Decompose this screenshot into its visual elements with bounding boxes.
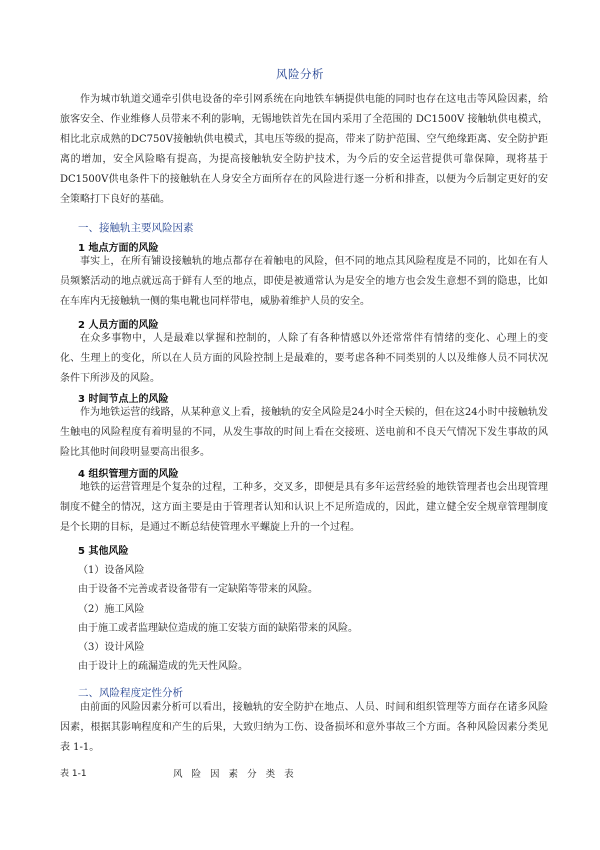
risk-time-heading: 3 时间节点上的风险 <box>78 394 169 405</box>
risk-management-text: 地铁的运营管理是个复杂的过程，工种多，交叉多，即便是具有多年运营经验的地铁管理者也会出现管理制度不健全的情况，这方面主要是由于管理者认知和认识上不足所造成的，因此，建立健全安全规章管理制度是个长期的目标，是通过不断总结使管理水平螺旋上升的一个过程。 <box>60 482 548 533</box>
risk-other-heading: 5 其他风险 <box>78 546 129 557</box>
section2-text: 由前面的风险因素分析可以看出，接触轨的安全防护在地点、人员、时间和组织管理等方面存在诸多风险因素，根据其影响程度和产生的后果，大致归纳为工伤、设备损坏和意外事故三个方面。各种风险因素分类见表 1-1。 <box>60 702 548 753</box>
construction-risk-text: 由于施工或者监理缺位造成的施工安装方面的缺陷带来的风险。 <box>78 623 358 634</box>
table-title: 风 险 因 素 分 类 表 <box>173 769 297 780</box>
risk-location-heading: 1 地点方面的风险 <box>78 243 159 254</box>
table-label: 表 1-1 <box>60 769 87 779</box>
section2-heading: 二、风险程度定性分析 <box>78 687 183 699</box>
risk-personnel-heading: 2 人员方面的风险 <box>78 320 159 331</box>
section1-heading: 一、接触轨主要风险因素 <box>78 222 194 234</box>
intro-paragraph: 作为城市轨道交通牵引供电设备的牵引网系统在向地铁车辆提供电能的同时也存在这电击等风险因素，给旅客安全、作业维修人员带来不利的影响，无锡地铁首先在国内采用了全范围的 DC1500V 接触轨供电模式，相比北京成熟的DC750V接触轨供电模式，其电压等级的提高，带来了防护范围、空气绝缘距离、安全防护距离的增加，安全风险略有提高，为提高接触轨安全防护技术，为今后的安全运营提供可靠保障，现将基于DC1500V供电条件下的接触轨在人身安全方面所存在的风险进行逐一分析和排查，以便为今后制定更好的安全策略打下良好的基础。 <box>60 94 548 205</box>
risk-management-heading: 4 组织管理方面的风险 <box>78 469 179 480</box>
construction-risk-label: （2）施工风险 <box>78 604 145 615</box>
equipment-risk-label: （1）设备风险 <box>78 565 145 576</box>
page-title: 风险分析 <box>276 67 324 81</box>
risk-personnel-text: 在众多事物中，人是最难以掌握和控制的，人除了有各种情感以外还常常伴有情绪的变化、心理上的变化、生理上的变化，所以在人员方面的风险控制上是最难的，要考虑各种不同类别的人以及维修人员不同状况条件下所涉及的风险。 <box>60 333 548 384</box>
design-risk-text: 由于设计上的疏漏造成的先天性风险。 <box>78 661 248 672</box>
risk-location-text: 事实上，在所有铺设接触轨的地点都存在着触电的风险，但不同的地点其风险程度是不同的，比如在有人员频繁活动的地点就远高于鲜有人至的地点，即使是被通常认为是安全的地方也会发生意想不到的隐患，比如在车库内无接触轨一侧的集电靴也同样带电，威胁着维护人员的安全。 <box>60 256 548 307</box>
design-risk-label: （3）设计风险 <box>78 642 145 653</box>
equipment-risk-text: 由于设备不完善或者设备带有一定缺陷等带来的风险。 <box>78 584 318 595</box>
table-caption <box>60 766 550 782</box>
risk-time-text: 作为地铁运营的线路，从某种意义上看，接触轨的安全风险是24小时全天候的，但在这24小时中接触轨发生触电的风险程度有着明显的不同，从发生事故的时间上看在交接班、送电前和不良天气情况下发生事故的风险比其他时间段明显要高出很多。 <box>60 407 548 458</box>
